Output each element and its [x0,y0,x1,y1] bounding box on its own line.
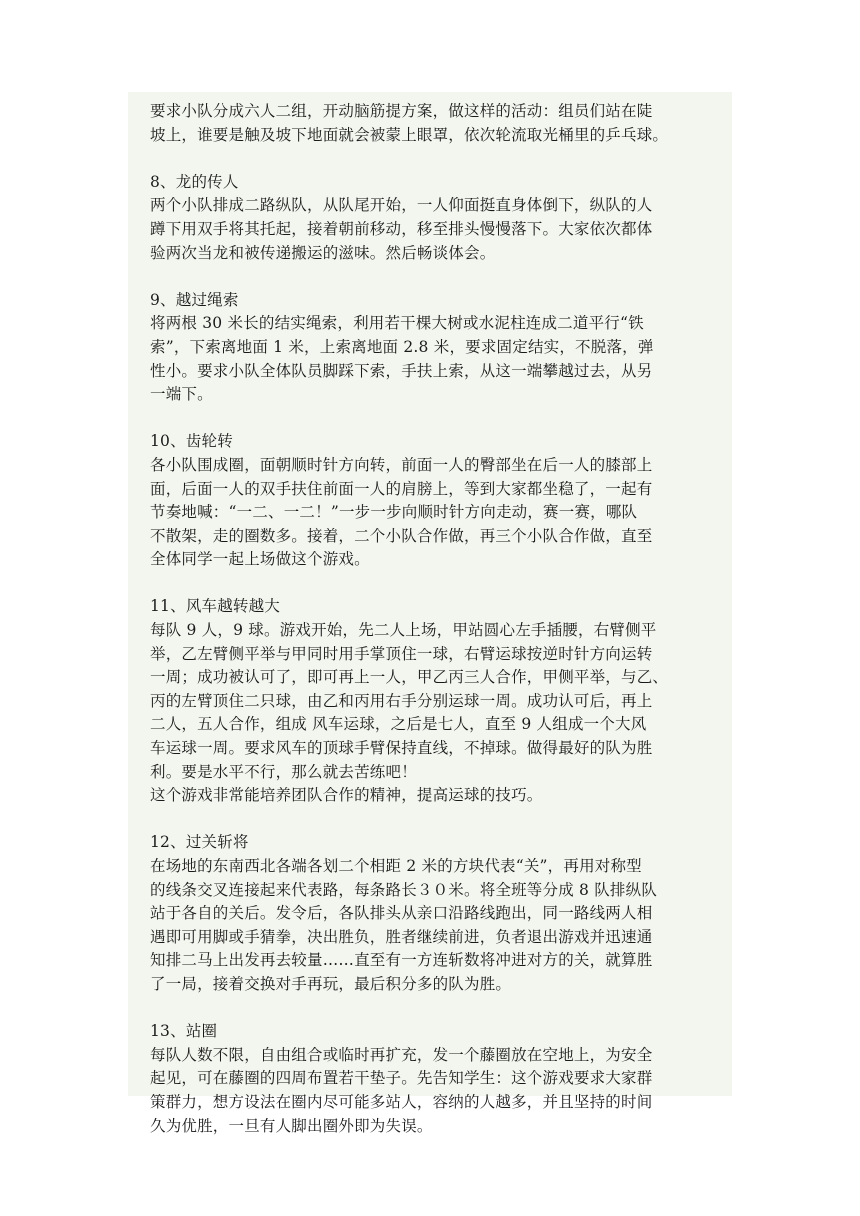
section-line: 每队人数不限，自由组合或临时再扩充，发一个藤圈放在空地上，为安全 [150,1045,653,1064]
section-line: 一周；成功被认可了，即可再上一人，甲乙丙三人合作，甲侧平举，与乙、 [150,668,669,687]
section-title: 9、越过绳索 [150,290,239,309]
section-9 [150,289,730,407]
section-line: 蹲下用双手将其托起，接着朝前移动，移至排头慢慢落下。大家依次都体 [150,219,653,238]
paragraph-spacer [150,808,730,832]
section-line: 站于各自的关后。发令后，各队排头从亲口沿路线跑出，同一路线两人相 [150,904,653,923]
section-line: 久为优胜，一旦有人脚出圈外即为失误。 [150,1116,433,1135]
paragraph-spacer [150,147,730,171]
section-line: 将两根 30 米长的结实绳索，利用若干棵大树或水泥柱连成二道平行“铁 [150,314,644,333]
section-line: 性小。要求小队全体队员脚踩下索，手扶上索，从这一端攀越过去，从另 [150,361,653,380]
section-line: 索”，下索离地面 1 米，上索离地面 2.8 米，要求固定结实，不脱落，弹 [150,337,654,356]
section-8 [150,171,730,265]
document-page [128,92,732,1135]
section-line: 不散架，走的圈数多。接着，二个小队合作做，再三个小队合作做，直至 [150,526,653,545]
section-line: 策群力，想方设法在圈内尽可能多站人，容纳的人越多，并且坚持的时间 [150,1092,653,1111]
section-title: 10、齿轮转 [150,432,233,451]
section-line: 各小队围成圈，面朝顺时针方向转，前面一人的臀部坐在后一人的膝部上 [150,455,653,474]
paragraph-spacer [150,265,730,289]
section-line: 全体同学一起上场做这个游戏。 [150,550,370,569]
section-line: 了一局，接着交换对手再玩，最后积分多的队为胜。 [150,974,512,993]
section-line: 遇即可用脚或手猜拳，决出胜负，胜者继续前进，负者退出游戏并迅速通 [150,927,653,946]
section-10 [150,430,730,572]
section-title: 11、风车越转越大 [150,597,281,616]
document-body [150,100,730,1138]
paragraph-spacer [150,572,730,596]
section-line: 利。要是水平不行，那么就去苦练吧！ [150,762,417,781]
section-line: 二人，五人合作，组成 风车运球，之后是七人，直至 9 人组成一个大风 [150,715,647,734]
section-line: 起见，可在藤圈的四周布置若干垫子。先告知学生：这个游戏要求大家群 [150,1069,653,1088]
section-line: 知排二马上出发再去较量……直至有一方连斩数将冲进对方的关，就算胜 [150,951,653,970]
section-13 [150,1020,730,1138]
intro-line: 坡上，谁要是触及坡下地面就会被蒙上眼罩，依次轮流取光桶里的乒乓球。 [150,125,669,144]
section-line: 两个小队排成二路纵队，从队尾开始，一人仰面挺直身体倒下，纵队的人 [150,196,653,215]
section-line: 的线条交叉连接起来代表路，每条路长３０米。将全班等分成 8 队排纵队 [150,880,658,899]
section-line: 丙的左臂顶住二只球，由乙和丙用右手分别运球一周。成功认可后，再上 [150,691,653,710]
section-line: 一端下。 [150,385,213,404]
paragraph-spacer [150,407,730,431]
section-11 [150,595,730,807]
intro-line: 要求小队分成六人二组，开动脑筋提方案，做这样的活动：组员们站在陡 [150,102,653,120]
section-line: 面，后面一人的双手扶住前面一人的肩膀上，等到大家都坐稳了，一起有 [150,479,653,498]
paragraph-spacer [150,997,730,1021]
section-title: 13、站圈 [150,1022,218,1041]
section-line: 这个游戏非常能培养团队合作的精神，提高运球的技巧。 [150,786,543,805]
section-line: 车运球一周。要求风车的顶球手臂保持直线，不掉球。做得最好的队为胜 [150,739,653,758]
intro-paragraph [150,100,730,147]
section-12 [150,831,730,996]
section-title: 12、过关斩将 [150,833,249,852]
section-line: 举，乙左臂侧平举与甲同时用手掌顶住一球，右臂运球按逆时针方向运转 [150,644,653,663]
section-line: 节奏地喊：“一二、一二！”一步一步向顺时针方向走动，赛一赛，哪队 [150,503,638,522]
section-line: 在场地的东南西北各端各划二个相距 2 米的方块代表“关”，再用对称型 [150,857,642,875]
section-title: 8、龙的传人 [150,172,239,191]
section-line: 验两次当龙和被传递搬运的滋味。然后畅谈体会。 [150,243,496,262]
section-line: 每队 9 人，9 球。游戏开始，先二人上场，甲站圆心左手插腰，右臂侧平 [150,621,657,640]
